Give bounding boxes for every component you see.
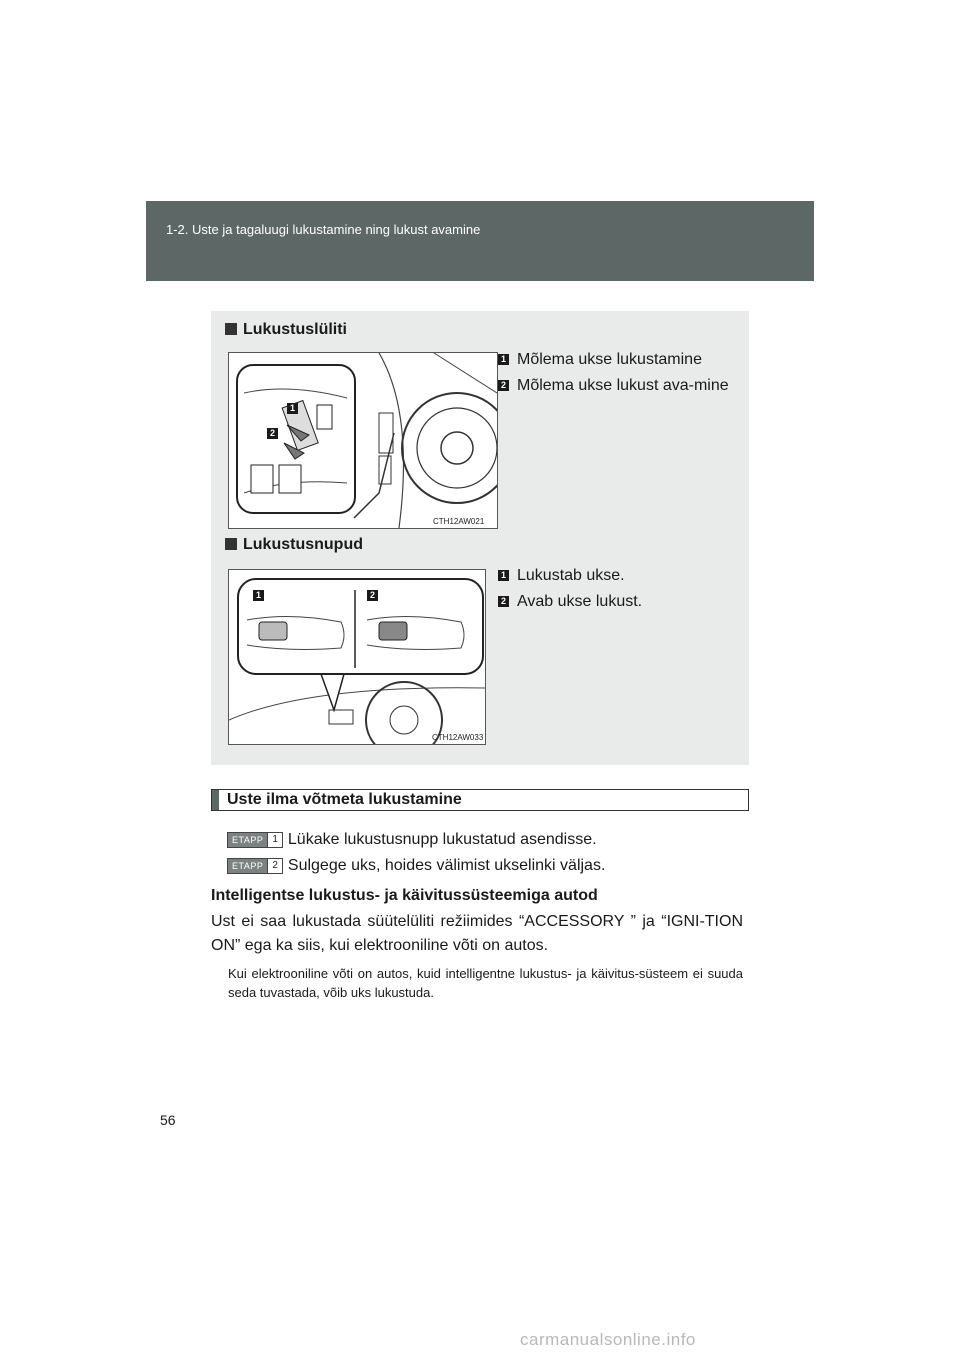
watermark: carmanualsonline.info (520, 1330, 696, 1349)
number-badge: 2 (498, 380, 509, 391)
chapter-header (146, 201, 814, 281)
section-heading: Uste ilma võtmeta lukustamine (227, 791, 462, 808)
callout-2: 2 (267, 428, 278, 439)
subheading: Intelligentse lukustus- ja käivitussüsteemiga autod (211, 887, 598, 904)
callout-1: 1 (253, 590, 264, 601)
lock-switch-illustration (229, 353, 497, 528)
lock-buttons-illustration (229, 570, 485, 744)
callout-2: 2 (367, 590, 378, 601)
square-bullet-icon (225, 538, 237, 550)
step-item: ETAPP 2 Sulgege uks, hoides välimist ukselinki väljas. (227, 856, 605, 876)
callout-1: 1 (287, 403, 298, 414)
breadcrumb: 1-2. Uste ja tagaluugi lukustamine ning lukust avamine (166, 222, 481, 237)
square-bullet-icon (225, 323, 237, 335)
figure-code: CTH12AW021 (433, 517, 485, 526)
number-badge: 2 (498, 596, 509, 607)
note-paragraph: Kui elektrooniline võti on autos, kuid intelligentne lukustus- ja käivitus-süsteem ei suuda seda tuvastada, võib uks lukustuda. (228, 966, 743, 1000)
figure-lock-switch (228, 352, 498, 529)
page-number: 56 (160, 1112, 176, 1128)
number-badge: 1 (498, 570, 509, 581)
step-item: ETAPP 1 Lükake lukustusnupp lukustatud asendisse. (227, 830, 597, 850)
section-title-switch: Lukustuslüliti (225, 321, 347, 339)
number-badge: 1 (498, 354, 509, 365)
section-title-buttons: Lukustusnupud (225, 536, 363, 554)
section-bar (211, 789, 749, 811)
figure-code: CTH12AW033 (432, 733, 484, 742)
figure-lock-buttons (228, 569, 486, 745)
step-badge: ETAPP 1 (227, 832, 283, 848)
bar-accent (212, 790, 219, 810)
step-badge: ETAPP 2 (227, 858, 283, 874)
body-paragraph: Ust ei saa lukustada süütelüliti režiimides “ACCESSORY ” ja “IGNI-TION ON” ega ka siis, kui elektrooniline võti on autos. (211, 913, 743, 954)
